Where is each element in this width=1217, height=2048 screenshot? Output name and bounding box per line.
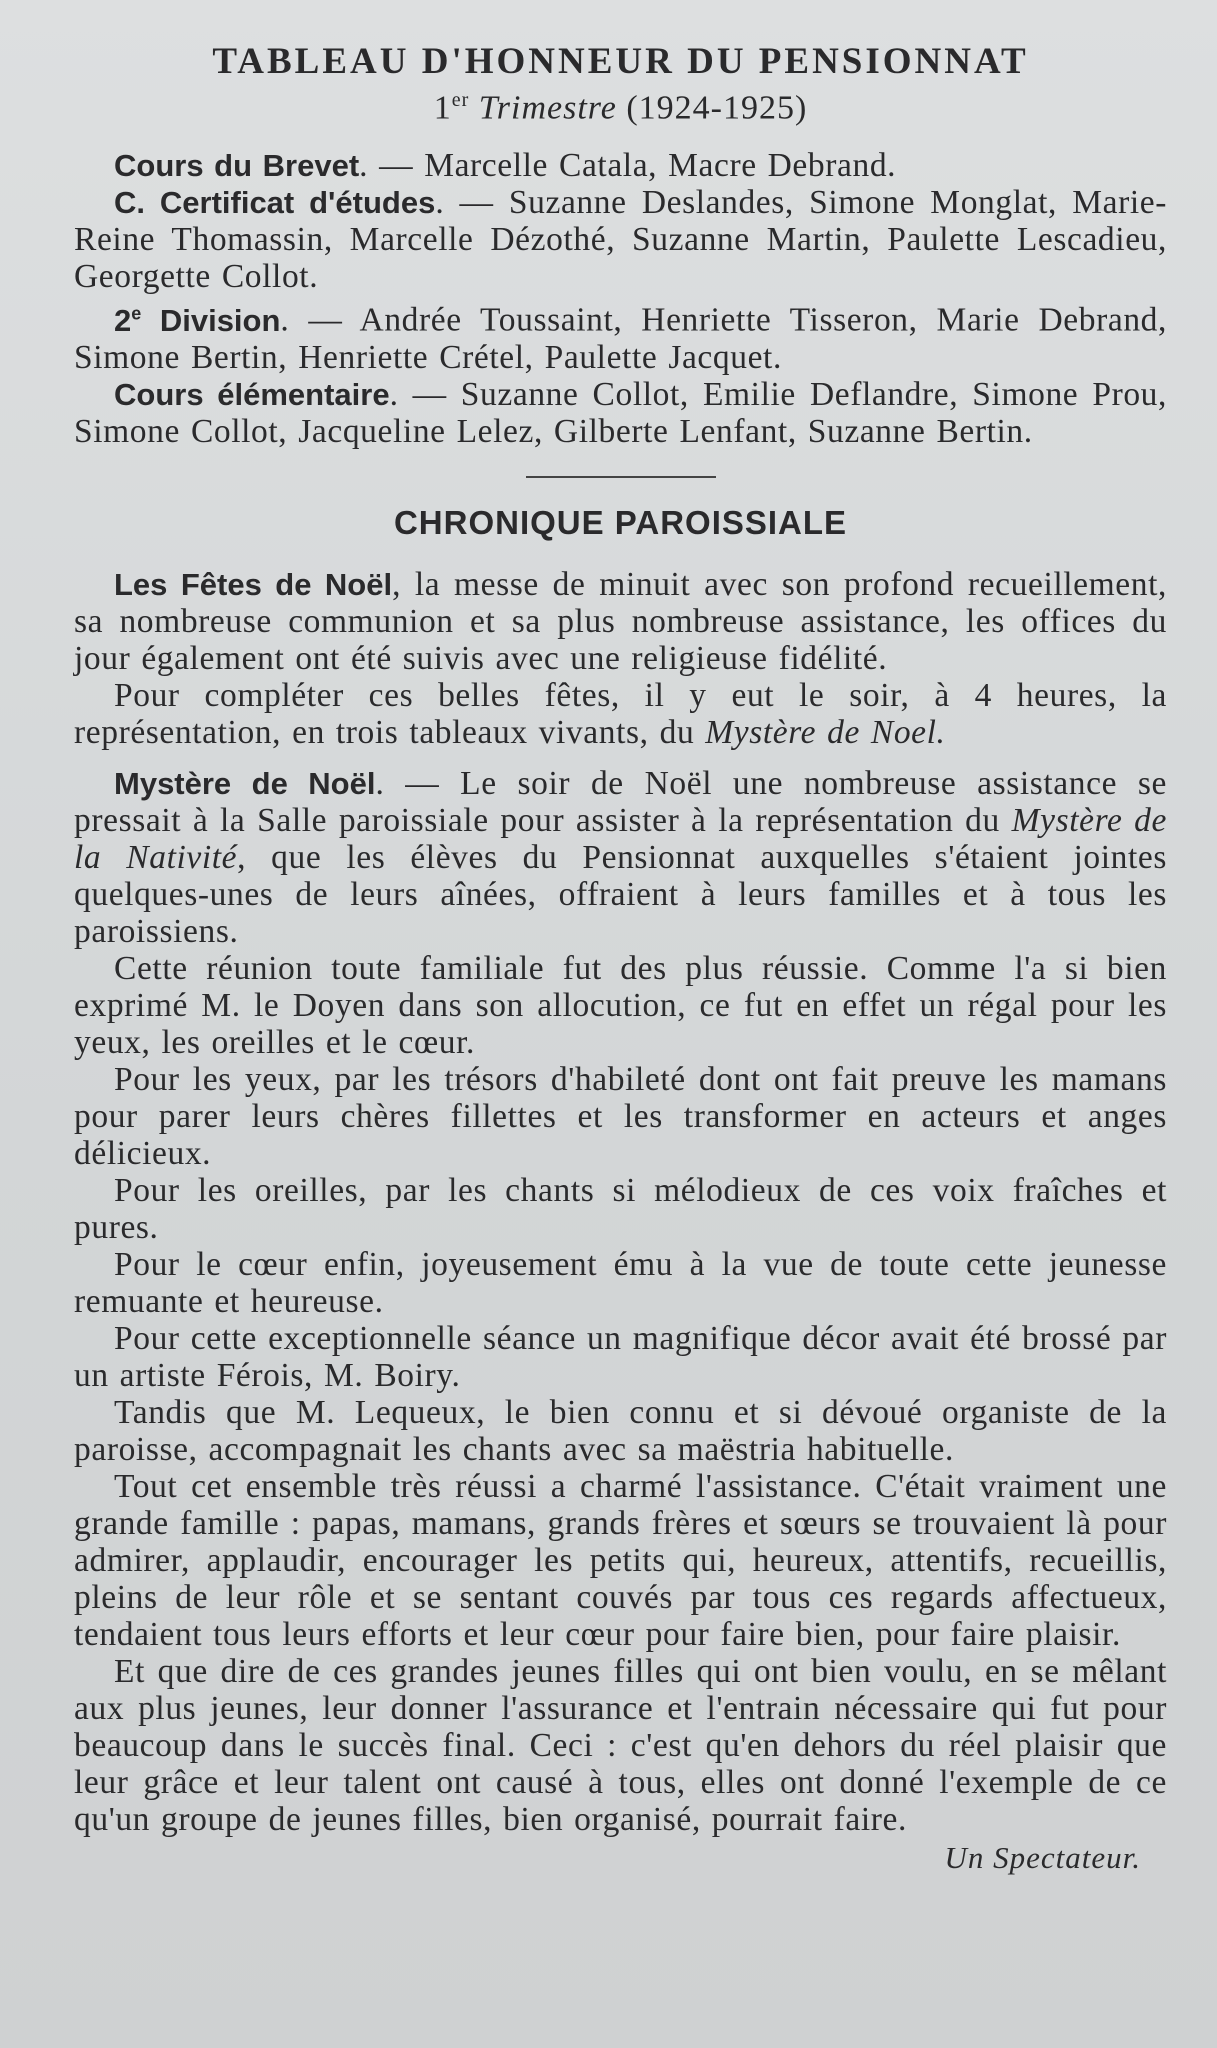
paragraph-italic: Mystère de Noel. <box>705 713 946 751</box>
paragraph-lead: Les Fêtes de Noël <box>114 566 393 602</box>
paragraph-coeur: Pour le cœur enfin, joyeusement ému à la vue de toute cette jeunesse remuante et heureuse. <box>74 1245 1167 1320</box>
paragraph-text: , la messe de minuit avec son profond recueillement, sa nombreuse communion et sa plus nombreuse assistance, les offices du jour également ont été suivis avec une religieuse fidélité. <box>74 565 1167 677</box>
paragraph-reunion: Cette réunion toute familiale fut des plus réussie. Comme l'a si bien exprimé M. le Doyen dans son allocution, ce fut en effet un régal pour les yeux, les oreilles et le cœur. <box>74 949 1167 1061</box>
paragraph-decor: Pour cette exceptionnelle séance un magnifique décor avait été brossé par un artiste Férois, M. Boiry. <box>74 1319 1167 1394</box>
honour-entry-brevet <box>74 147 1167 184</box>
paragraph-jeunes-filles: Et que dire de ces grandes jeunes filles qui ont bien voulu, en se mêlant aux plus jeunes, leur donner l'assurance et l'entrain nécessaire qui fut pour beaucoup dans le succès final. Ceci : c'est qu'en dehors du réel plaisir que leur grâce et leur talent ont causé à tous, elles ont donné l'exemple de ce qu'un groupe de jeunes filles, bien organisé, pourrait faire. <box>74 1652 1167 1838</box>
paragraph-text: . — Le soir de Noël une nombreuse assistance se pressait à la Salle paroissiale pour assister à la représentation du <box>74 764 1167 839</box>
paragraph-lead: Mystère de Noël <box>114 765 376 801</box>
entry-names: . — Suzanne Deslandes, Simone Monglat, Marie-Reine Thomassin, Marcelle Dézothé, Suzanne Martin, Paulette Lescadieu, Georgette Collot. <box>74 184 1167 296</box>
entry-names: . — Andrée Toussaint, Henriette Tisseron, Marie Debrand, Simone Bertin, Henriette Crétel, Paulette Jacquet. <box>74 301 1167 376</box>
entry-label: Cours du Brevet <box>114 148 360 184</box>
entry-names: . — Suzanne Collot, Emilie Deflandre, Simone Prou, Simone Collot, Jacqueline Lelez, Gilberte Lenfant, Suzanne Bertin. <box>74 375 1167 450</box>
honour-entry-elementaire <box>74 376 1167 450</box>
entry-label-number: 2 <box>114 302 132 338</box>
term-ordinal: 1 <box>433 89 452 127</box>
paragraph-ensemble: Tout cet ensemble très réussi a charmé l'assistance. C'était vraiment une grande famille : papas, mamans, grands frères et sœurs se trouvaient là pour admirer, applaudir, encourager les petits qui, heureux, attentifs, recueillis, pleins de leur rôle et se sentant couvés par tous ces regards affectueux, tendaient tous leurs efforts et leur cœur pour faire bien, pour faire plaisir. <box>74 1467 1167 1653</box>
entry-label-text: Division <box>141 302 281 338</box>
entry-label <box>114 303 280 338</box>
section-divider <box>526 476 716 478</box>
entry-label-suffix: e <box>131 303 142 324</box>
term-subtitle <box>74 89 1167 127</box>
term-ordinal-suffix: er <box>451 89 470 111</box>
honour-entry-division <box>74 295 1167 375</box>
paragraph-gap <box>74 751 1167 765</box>
paragraph-text: Pour compléter ces belles fêtes, il y eut le soir, à 4 heures, la représentation, en trois tableaux vivants, du <box>74 676 1167 751</box>
paragraph-mystere <box>74 765 1167 950</box>
term-years: (1924-1925) <box>626 89 808 127</box>
paragraph-organiste: Tandis que M. Lequeux, le bien connu et si dévoué organiste de la paroisse, accompagnait les chants avec sa maëstria habituelle. <box>74 1393 1167 1468</box>
paragraph-text: , que les élèves du Pensionnat auxquelles s'étaient jointes quelques-unes de leurs aînées, offraient à leurs familles et à tous les paroissiens. <box>74 838 1167 950</box>
honour-entry-certificat <box>74 184 1167 295</box>
honour-roll-title: TABLEAU D'HONNEUR DU PENSIONNAT <box>212 41 1029 82</box>
paragraph-oreilles: Pour les oreilles, par les chants si mélodieux de ces voix fraîches et pures. <box>74 1171 1167 1246</box>
term-word: Trimestre <box>478 89 617 127</box>
entry-label: Cours élémentaire <box>114 376 390 412</box>
signature: Un Spectateur. <box>944 1839 1141 1875</box>
paragraph-completer <box>74 677 1167 751</box>
paragraph-fetes-noel <box>74 566 1167 677</box>
entry-label: C. Certificat d'études <box>114 185 436 221</box>
paragraph-italic: Mystère de la Nativité <box>74 801 1167 876</box>
chronicle-title: CHRONIQUE PAROISSIALE <box>393 503 848 541</box>
paragraph-yeux: Pour les yeux, par les trésors d'habileté dont ont fait preuve les mamans pour parer leurs chères fillettes et les transformer en acteurs et anges délicieux. <box>74 1060 1167 1172</box>
entry-names: . — Marcelle Catala, Macre Debrand. <box>359 147 897 185</box>
